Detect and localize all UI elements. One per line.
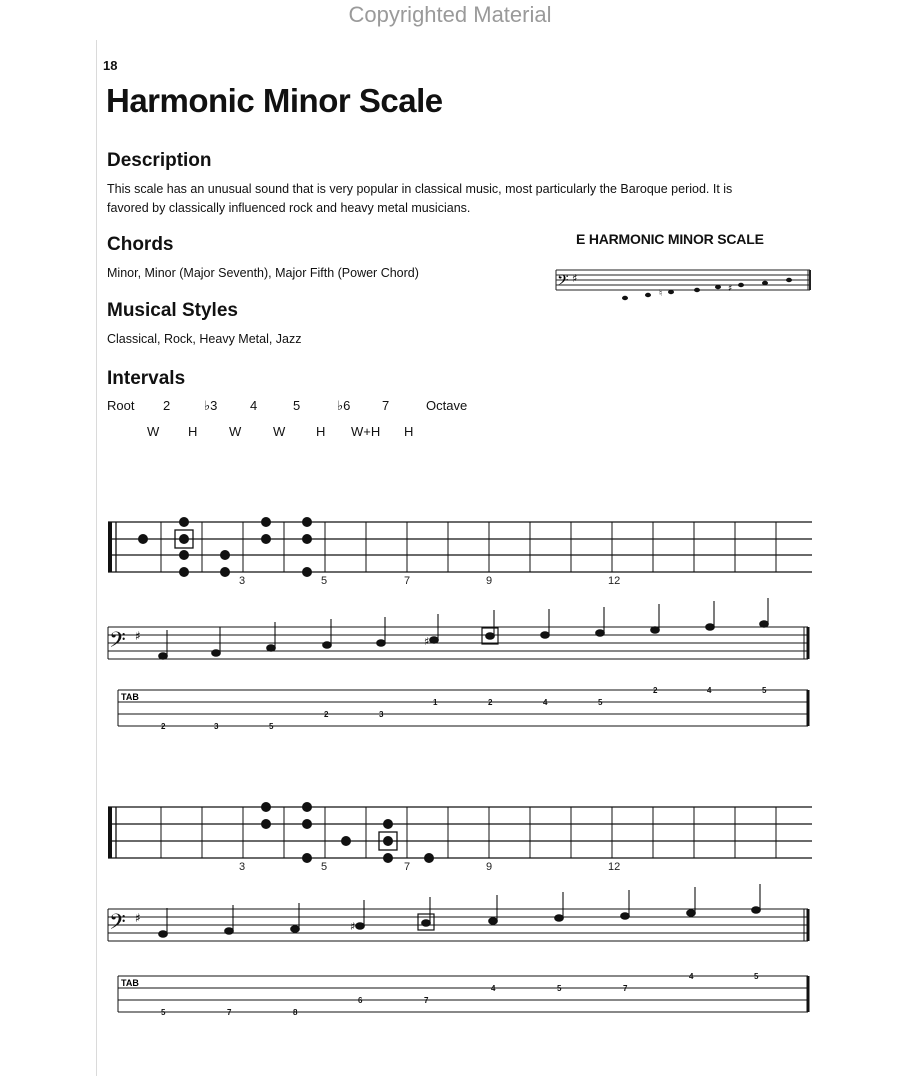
staff-note	[212, 650, 221, 656]
scale-note	[645, 293, 651, 297]
interval-degree: Root	[107, 398, 135, 413]
staff-note	[422, 920, 431, 926]
natural-icon: ♮	[659, 289, 663, 299]
fret-number: 5	[321, 861, 328, 873]
fret-dot	[220, 550, 230, 560]
scale-note	[694, 288, 700, 292]
fret-dot	[179, 567, 189, 577]
staff-note	[159, 653, 168, 659]
staff-note	[541, 632, 550, 638]
staff-note	[267, 645, 276, 651]
tab-number: 2	[161, 722, 166, 731]
fret-dot	[383, 853, 393, 863]
fret-number: 12	[608, 575, 621, 587]
chords-heading: Chords	[107, 234, 174, 255]
staff-note	[760, 621, 769, 627]
tab-number: 4	[543, 698, 548, 707]
fret-dot	[261, 534, 271, 544]
fret-number: 9	[486, 575, 493, 587]
bass-clef-icon: 𝄢	[109, 910, 126, 940]
staff-note	[621, 913, 630, 919]
tab-number: 6	[358, 996, 363, 1005]
sharp-icon: ♯	[424, 635, 430, 648]
interval-step: W+H	[351, 424, 381, 439]
staff-note	[377, 640, 386, 646]
tab-number: 3	[214, 722, 219, 731]
tab-number: 2	[324, 710, 329, 719]
scale-note	[622, 296, 628, 300]
tab-staff-1	[118, 686, 808, 731]
fret-dot	[261, 802, 271, 812]
staff-note	[687, 910, 696, 916]
interval-step: H	[316, 424, 326, 439]
tab-number: 7	[227, 1008, 232, 1017]
staff-note	[486, 633, 495, 639]
fret-dot	[341, 836, 351, 846]
bass-clef-icon: 𝄢	[557, 272, 569, 293]
fret-dot	[383, 836, 393, 846]
sharp-icon: ♯	[572, 272, 578, 285]
description-text: This scale has an unusual sound that is very popular in classical music, most particularly the Baroque period. It is favored by classically influenced rock and heavy metal musicians.	[107, 182, 733, 215]
scale-example-staff	[556, 270, 810, 300]
tab-number: 5	[269, 722, 274, 731]
tab-number: 5	[762, 686, 767, 695]
fret-dot	[179, 517, 189, 527]
fret-dot	[179, 550, 189, 560]
staff-note	[356, 923, 365, 929]
chords-text: Minor, Minor (Major Seventh), Major Fifth (Power Chord)	[107, 266, 419, 280]
fretboard-diagram-2	[108, 802, 812, 873]
bass-clef-icon: 𝄢	[109, 628, 126, 658]
tab-number: 4	[491, 984, 496, 993]
tab-label: TAB	[121, 692, 139, 702]
interval-step: W	[273, 424, 286, 439]
fret-dot	[220, 567, 230, 577]
tab-number: 3	[379, 710, 384, 719]
tab-number: 4	[689, 972, 694, 981]
notation-staff-2	[108, 884, 808, 941]
fret-dot	[302, 534, 312, 544]
tab-staff-2	[118, 972, 808, 1017]
tab-number: 7	[623, 984, 628, 993]
sharp-icon: ♯	[135, 629, 141, 643]
staff-note	[651, 627, 660, 633]
interval-step: W	[229, 424, 242, 439]
staff-note	[225, 928, 234, 934]
tab-number: 4	[707, 686, 712, 695]
fretboard-diagram-1	[108, 517, 812, 587]
fret-number: 3	[239, 575, 246, 587]
staff-note	[752, 907, 761, 913]
fret-dot	[138, 534, 148, 544]
scale-note	[738, 283, 744, 287]
staff-note	[323, 642, 332, 648]
tab-number: 5	[161, 1008, 166, 1017]
fret-dot	[179, 534, 189, 544]
copyright-watermark: Copyrighted Material	[348, 2, 552, 27]
sharp-icon: ♯	[728, 284, 733, 294]
page-title: Harmonic Minor Scale	[106, 82, 443, 119]
staff-note	[706, 624, 715, 630]
sharp-icon: ♯	[350, 920, 356, 933]
fret-dot	[261, 517, 271, 527]
fret-dot	[302, 819, 312, 829]
scale-note	[762, 281, 768, 285]
sharp-icon: ♯	[135, 911, 141, 925]
interval-degree: Octave	[426, 398, 468, 413]
fret-number: 12	[608, 861, 621, 873]
interval-degree: ♭3	[204, 398, 218, 413]
interval-degree: 7	[382, 398, 390, 413]
scale-note	[668, 290, 674, 294]
tab-number: 2	[488, 698, 493, 707]
tab-number: 7	[424, 996, 429, 1005]
scale-note	[715, 285, 721, 289]
description-heading: Description	[107, 150, 212, 171]
interval-step: H	[188, 424, 198, 439]
staff-note	[291, 926, 300, 932]
musical-styles-heading: Musical Styles	[107, 300, 238, 321]
fret-dot	[302, 517, 312, 527]
fret-dot	[302, 567, 312, 577]
interval-degree: 2	[163, 398, 171, 413]
fret-dot	[261, 819, 271, 829]
tab-number: 1	[433, 698, 438, 707]
staff-note	[555, 915, 564, 921]
interval-degree: ♭6	[337, 398, 351, 413]
fret-number: 3	[239, 861, 246, 873]
tab-number: 8	[293, 1008, 298, 1017]
fret-number: 7	[404, 861, 411, 873]
tab-number: 5	[557, 984, 562, 993]
page-number: 18	[103, 58, 118, 73]
tab-number: 2	[653, 686, 658, 695]
interval-step: W	[147, 424, 160, 439]
musical-styles-text: Classical, Rock, Heavy Metal, Jazz	[107, 332, 302, 346]
interval-degree: 4	[250, 398, 258, 413]
fret-dot	[424, 853, 434, 863]
fret-dot	[383, 819, 393, 829]
fret-dot	[302, 853, 312, 863]
fret-dot	[302, 802, 312, 812]
scale-note	[786, 278, 792, 282]
tab-label: TAB	[121, 978, 139, 988]
interval-degree: 5	[293, 398, 301, 413]
staff-note	[430, 637, 439, 643]
fret-number: 9	[486, 861, 493, 873]
scale-example-title: E HARMONIC MINOR SCALE	[576, 231, 764, 247]
interval-step: H	[404, 424, 414, 439]
staff-note	[596, 630, 605, 636]
staff-note	[489, 918, 498, 924]
staff-note	[159, 931, 168, 937]
fret-number: 7	[404, 575, 411, 587]
tab-number: 5	[754, 972, 759, 981]
intervals-heading: Intervals	[107, 368, 186, 389]
tab-number: 5	[598, 698, 603, 707]
notation-staff-1	[108, 598, 808, 659]
fret-number: 5	[321, 575, 328, 587]
